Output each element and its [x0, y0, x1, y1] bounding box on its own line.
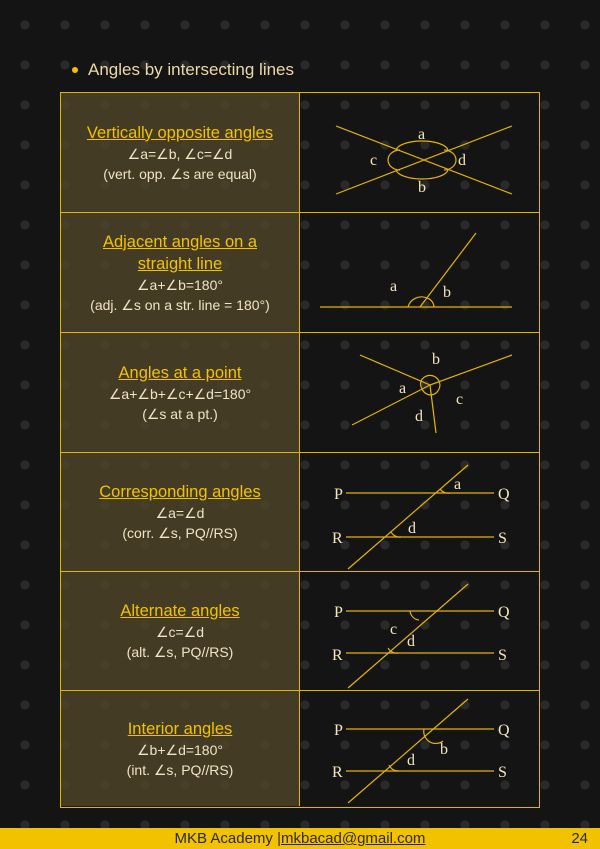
row-reason: (adj. ∠s on a str. line = 180°) [90, 296, 270, 313]
bullet-dot [72, 67, 78, 73]
label-d: d [415, 408, 423, 425]
arc-c [410, 611, 419, 620]
row-description [61, 691, 300, 806]
label-c: c [456, 391, 464, 408]
table-row [61, 93, 539, 212]
row-title: Interior angles [127, 719, 233, 738]
row-reason: (int. ∠s, PQ//RS) [126, 761, 234, 778]
table-row [61, 571, 539, 690]
row-diagram [300, 572, 539, 690]
arc-d [422, 389, 431, 395]
label-p: P [334, 722, 343, 739]
label-c: c [390, 621, 398, 638]
corresponding-angles-diagram [300, 453, 540, 572]
row-formula: ∠c=∠d [155, 624, 205, 640]
row-diagram [300, 691, 539, 806]
label-p: P [334, 486, 343, 503]
label-a: a [390, 278, 398, 295]
row-diagram [300, 453, 539, 571]
section-heading [72, 60, 294, 80]
label-b: b [418, 179, 426, 196]
footer-bar [0, 828, 600, 849]
adjacent-angles-diagram [300, 213, 540, 333]
arc-c [388, 150, 400, 170]
label-a: a [418, 126, 426, 143]
label-b: b [443, 284, 451, 301]
label-s: S [498, 530, 507, 547]
angles-table [60, 92, 540, 808]
footer-brand: MKB Academy | [174, 830, 281, 847]
table-row [61, 690, 539, 806]
label-d: d [458, 152, 466, 169]
row-description [61, 213, 300, 332]
label-d: d [407, 633, 415, 650]
table-row [61, 212, 539, 332]
label-b: b [432, 351, 440, 368]
row-description [61, 453, 300, 571]
section-heading-text: Angles by intersecting lines [88, 60, 295, 79]
label-s: S [498, 647, 507, 664]
row-formula: ∠a+∠b+∠c+∠d=180° [108, 385, 252, 402]
label-c: c [370, 152, 378, 169]
label-d: d [408, 520, 416, 537]
transversal [348, 465, 468, 569]
label-q: Q [498, 486, 510, 503]
label-s: S [498, 764, 507, 781]
arc-a [421, 381, 422, 389]
row-formula: ∠b+∠d=180° [137, 741, 223, 758]
label-p: P [334, 604, 343, 621]
footer-email-link[interactable]: mkbacad@gmail.com [280, 830, 426, 847]
row-formula: ∠a=∠d [155, 505, 205, 521]
row-reason: (alt. ∠s, PQ//RS) [126, 644, 234, 660]
transversal [348, 699, 468, 803]
arc-b [421, 375, 439, 381]
label-r: R [332, 530, 343, 547]
table-row [61, 332, 539, 452]
row-description [61, 333, 300, 452]
label-r: R [332, 647, 343, 664]
label-a: a [454, 476, 462, 493]
ray-2 [430, 355, 512, 385]
row-diagram [300, 93, 539, 212]
vertically-opposite-diagram [300, 93, 540, 212]
page-number: 24 [571, 830, 588, 847]
row-title: Corresponding angles [99, 483, 261, 501]
row-reason: (∠s at a pt.) [142, 405, 218, 422]
row-diagram [300, 213, 539, 332]
row-title: Adjacent angles on a straight line [102, 232, 258, 273]
label-b: b [440, 741, 448, 758]
row-description [61, 572, 300, 690]
row-title: Vertically opposite angles [86, 123, 274, 142]
row-title: Alternate angles [120, 602, 240, 620]
row-reason: (corr. ∠s, PQ//RS) [122, 525, 238, 541]
angles-at-point-diagram [300, 333, 540, 453]
arc-b [427, 298, 434, 307]
label-q: Q [498, 722, 510, 739]
alternate-angles-diagram [300, 572, 540, 691]
interior-angles-diagram [300, 691, 540, 807]
row-reason: (vert. opp. ∠s are equal) [103, 165, 257, 182]
label-q: Q [498, 604, 510, 621]
label-a: a [399, 380, 407, 397]
row-formula: ∠a=∠b, ∠c=∠d [127, 145, 233, 162]
ray-1 [360, 355, 430, 385]
arc-d [391, 532, 401, 537]
row-diagram [300, 333, 539, 452]
ray-4 [430, 385, 436, 433]
row-title: Angles at a point [118, 363, 242, 382]
row-description [61, 93, 300, 212]
arc-d [444, 150, 456, 170]
label-r: R [332, 764, 343, 781]
table-row [61, 452, 539, 571]
label-d: d [407, 752, 415, 769]
row-formula: ∠a+∠b=180° [137, 276, 223, 293]
arc-b [396, 169, 448, 179]
